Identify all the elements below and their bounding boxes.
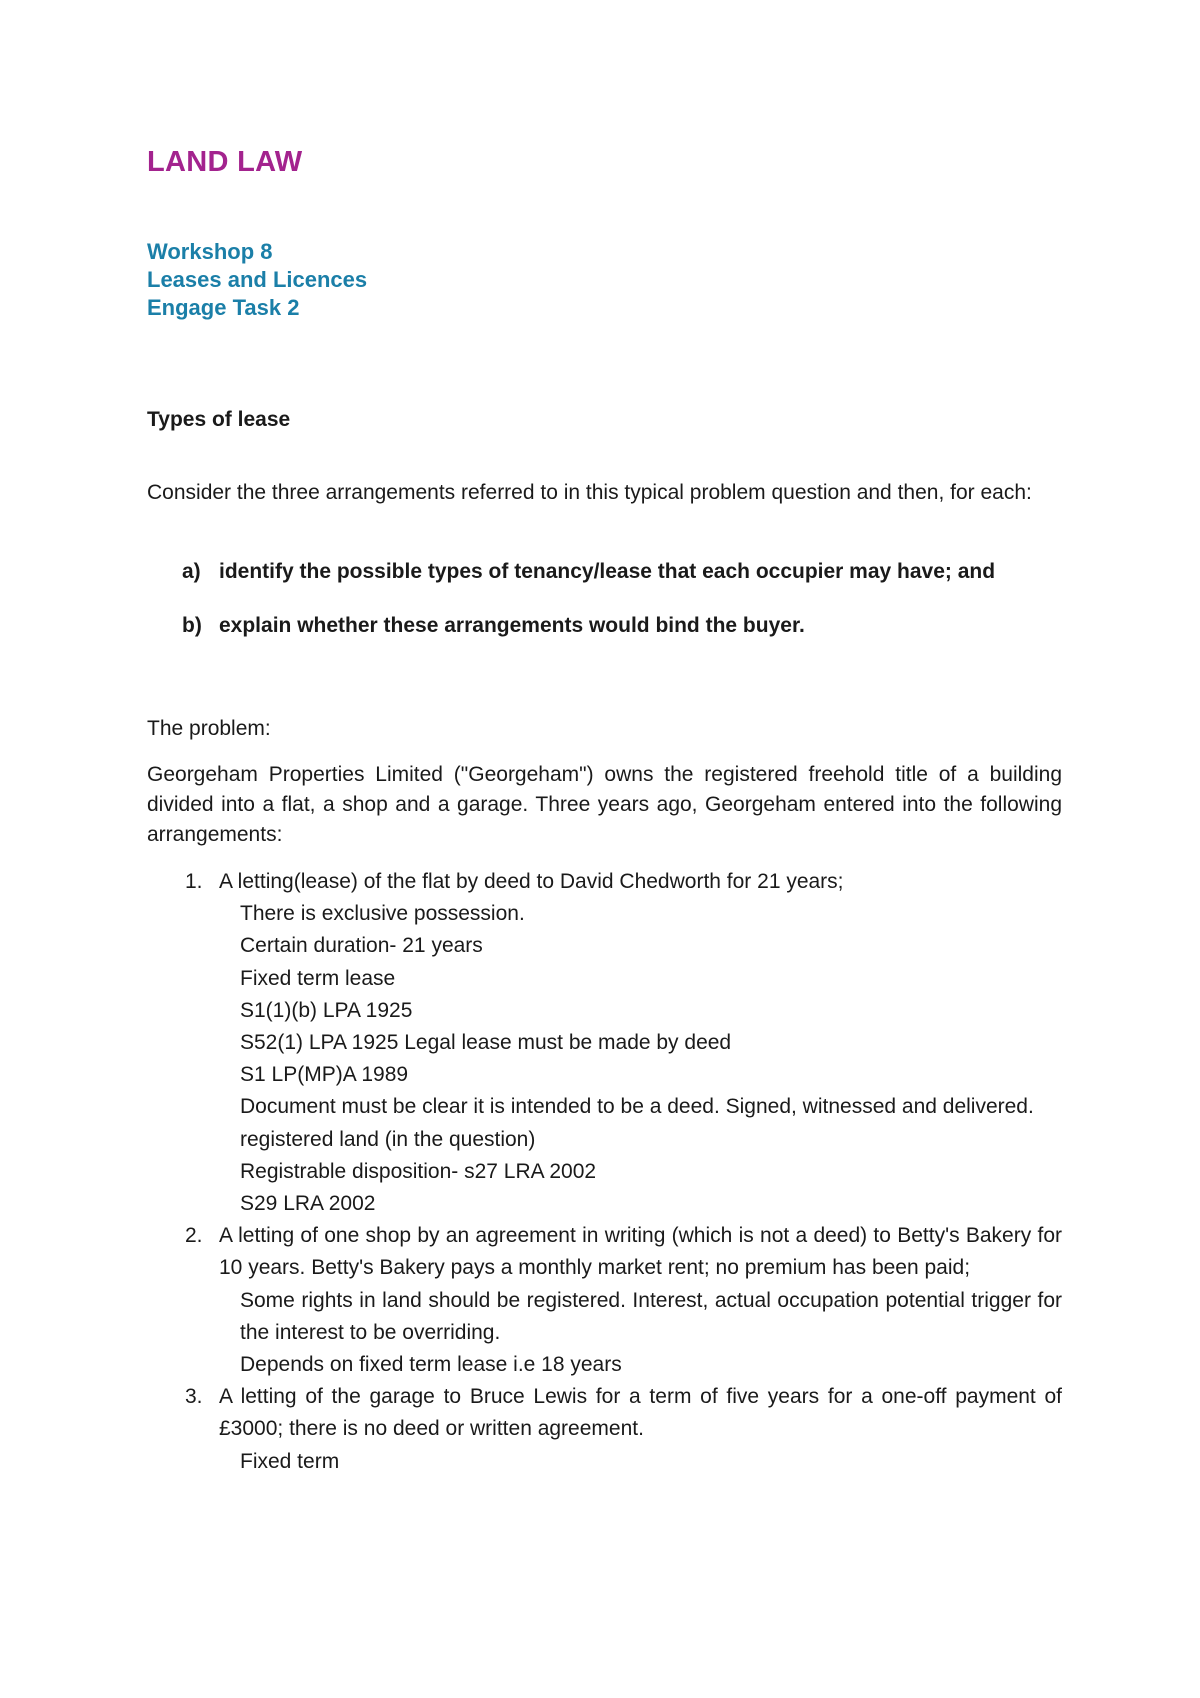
note-line: Document must be clear it is intended to be a deed. Signed, witnessed and delivered. — [240, 1095, 1034, 1119]
note-line: There is exclusive possession. — [240, 902, 525, 926]
note-line: Registrable disposition- s27 LRA 2002 — [240, 1159, 597, 1183]
engage-task: Engage Task 2 — [147, 295, 300, 320]
note-line: S52(1) LPA 1925 Legal lease must be made by deed — [240, 1031, 732, 1055]
intro-paragraph: Consider the three arrangements referred to in this typical problem question and then, for each: — [147, 481, 1032, 504]
section-heading: Types of lease — [147, 408, 291, 431]
note-line: Fixed term — [240, 1449, 340, 1473]
problem-label: The problem: — [147, 717, 271, 740]
arrangement-text: A letting of the garage to Bruce Lewis for a term of five years for a one-off payment of £3000; there is no deed or written agreement. — [219, 1385, 1062, 1441]
note-line: Depends on fixed term lease i.e 18 years — [240, 1353, 622, 1377]
note-line: S1 LP(MP)A 1989 — [240, 1063, 409, 1087]
arrangement-notes — [219, 1446, 1062, 1478]
task-item — [147, 612, 1062, 640]
arrangement-item — [147, 1381, 1062, 1478]
note-line: S29 LRA 2002 — [240, 1192, 376, 1216]
task-list — [147, 558, 1062, 640]
task-text: identify the possible types of tenancy/lease that each occupier may have; and — [219, 560, 996, 583]
arrangement-notes — [219, 1285, 1062, 1382]
note-line: registered land (in the question) — [240, 1127, 536, 1151]
note-line: Some rights in land should be registered. Interest, actual occupation potential trigger for the interest to be overriding. — [240, 1288, 1062, 1344]
workshop-header — [147, 238, 367, 322]
document-title: LAND LAW — [147, 146, 303, 178]
arrangement-number: 3. — [185, 1385, 203, 1409]
workshop-number: Workshop 8 — [147, 239, 273, 264]
arrangement-text: A letting(lease) of the flat by deed to David Chedworth for 21 years; — [219, 870, 844, 893]
arrangement-number: 1. — [185, 870, 203, 893]
note-line: S1(1)(b) LPA 1925 — [240, 998, 413, 1022]
arrangement-item — [147, 866, 1062, 1220]
note-line: Fixed term lease — [240, 966, 396, 990]
note-line: Certain duration- 21 years — [240, 934, 483, 958]
arrangement-list — [147, 866, 1062, 1478]
task-label: b) — [182, 614, 202, 637]
arrangement-number: 2. — [185, 1224, 203, 1248]
task-label: a) — [182, 560, 201, 583]
arrangement-text: A letting of one shop by an agreement in writing (which is not a deed) to Betty's Bakery for 10 years. Betty's Bakery pays a monthly market rent; no premium has been paid; — [219, 1224, 1062, 1280]
task-text: explain whether these arrangements would bind the buyer. — [219, 614, 805, 637]
arrangement-notes — [219, 898, 1062, 1220]
task-item — [147, 558, 1062, 586]
scenario-paragraph: Georgeham Properties Limited ("Georgeham") owns the registered freehold title of a building divided into a flat, a shop and a garage. Three years ago, Georgeham entered into the following arrangements: — [147, 763, 1062, 846]
arrangement-item — [147, 1220, 1062, 1381]
workshop-topic: Leases and Licences — [147, 267, 368, 292]
